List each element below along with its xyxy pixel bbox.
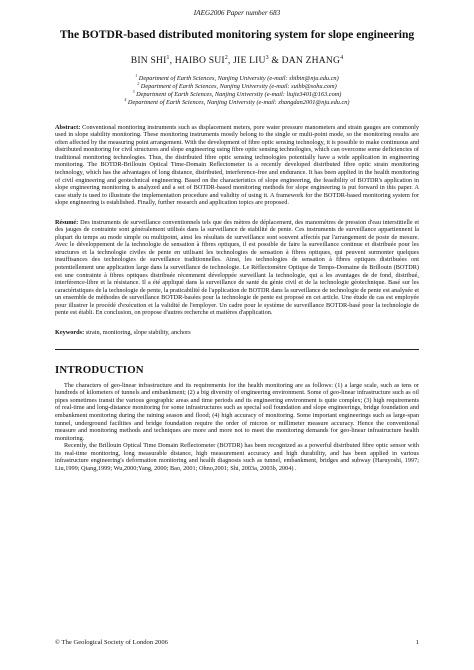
- affiliation: [55, 83, 419, 91]
- author-name: DAN ZHANG: [281, 54, 341, 66]
- page-footer: [55, 639, 419, 646]
- author-name: HAIBO SUI: [174, 54, 225, 66]
- copyright-notice: © The Geological Society of London 2006: [55, 639, 168, 646]
- resume-label: Résumé:: [55, 218, 79, 226]
- author-separator: ,: [227, 54, 234, 66]
- author-name: JIE LIU: [233, 54, 266, 66]
- author-mark: 2: [224, 54, 228, 61]
- affiliation-text: Department of Earth Sciences, Nanjing University (e-mail: shibin@nju.edu.cn): [138, 74, 339, 82]
- author-mark: 1: [166, 54, 170, 61]
- affiliation-text: Department of Earth Sciences, Nanjing University (e-mail: suihb@sohu.com): [140, 82, 337, 90]
- author-list: [55, 55, 419, 66]
- keywords-label: Keywords:: [55, 328, 85, 336]
- body-paragraph: Recently, the Brillouin Optical Time Domain Reflectometer (BOTDR) has been recognized as a powerful distributed fibre optic sensor with its real-time monitoring, long measurable distance, high measurement accuracy and high durability, and has been applied in various infrastructure engineering's deformation monitoring and health diagnosis such as tunnel, embankment, bridges and subway (Haruyoshi, 1997; Liu,1999; Qiang,1999; Wu,2000;Yang, 2000; Bao, 2001; Ohno,2001; Shi, 2003a, 2003b, 2004) .: [55, 442, 419, 472]
- author-separator: &: [268, 54, 282, 66]
- running-header: IAEG2006 Paper number 683: [193, 9, 281, 17]
- affiliation: [55, 99, 419, 107]
- affiliation: [55, 75, 419, 83]
- affiliation-text: Department of Earth Sciences, Nanjing University (e-mail: zhangdan2001@nju.edu.cn): [127, 99, 350, 107]
- abstract-text: Conventional monitoring instruments such as displacement meters, pore water pressure manometers and strain gauges are commonly used in slope stability monitoring. These monitoring instruments mostly belong to the single or multi-point mode, so the monitoring results are often affected by the measuring point arrangement. With the development of fibre optic sensing technology, it is possible to make continuous and distributed monitoring for civil structures and slope engineering using fibre optic sensing technologies, which can overcome some deficiencies of traditional monitoring technologies. Thus, the distributed fibre optic sensing technologies potentially have a wide application in engineering monitoring. The BOTDR-Brillouin Optical Time-Domain Reflectometer is a recently developed distributed fibre optic strain monitoring technology, which has the advantages of long distance, distributed, interference-free and endurance. It has been applied in the health monitoring of civil engineering and geotechnical engineering. Based on the characteristics of slope engineering, the feasibility of BOTDR's application in slope engineering monitoring is analyzed and a set of BOTDR-based monitoring methods for slope engineering is put forward in this paper. A case study is used to illustrate the implementation procedure and validity of using it. A framework for the BOTDR-based monitoring system for slope engineering is established. Finally, further research and application topics are proposed.: [55, 123, 419, 207]
- affiliation-mark: 4: [124, 98, 127, 103]
- keywords-line: [55, 329, 419, 336]
- affiliation-text: Department of Earth Sciences, Nanjing University (e-mail: liujie3401@163.com): [136, 91, 342, 99]
- abstract-paragraph: [55, 124, 419, 207]
- introduction-body: [55, 382, 419, 473]
- page-number: 1: [415, 639, 419, 646]
- author-separator: ,: [169, 54, 175, 66]
- affiliation-mark: 3: [132, 90, 135, 94]
- affiliation-mark: 1: [135, 73, 138, 78]
- affiliation-list: [55, 75, 419, 108]
- abstract-label: Abstract:: [55, 123, 81, 131]
- section-divider: [55, 349, 419, 350]
- body-paragraph: The characters of geo-linear infrastructure and its requirements for the health monitoring are as follows: (1) a large scale, such as tens or hundreds of kilometers of tunnels and embankment; (2) a big diversity of engineering environment. Some of geo-linear infrastructure such as oil pipes sometimes transit the various geographic areas and time periods and its engineering environment is quite complex; (3) high requirements of real-time and long-distance monitoring for some infrastructures such as special soil foundation and slope engineerings, bridge foundation and embankment monitoring during the raining season and flood; (4) high accuracy of monitoring. Some important engineerings such as large-span tunnel, underground facilities and bridge foundation require the order of micron or millimeter measure accuracy. Hence the conventional measure and monitoring methods and techniques are more and more not to meet the monitoring demands for geo-linear infrastructure health monitoring.: [55, 381, 419, 442]
- author-name: BIN SHI: [130, 54, 167, 66]
- author-mark: 3: [265, 54, 269, 61]
- author-mark: 4: [340, 54, 344, 61]
- paper-title: The BOTDR-based distributed monitoring system for slope engineering: [59, 28, 415, 41]
- resume-paragraph: [55, 219, 419, 317]
- affiliation-mark: 2: [137, 81, 140, 86]
- section-heading-introduction: INTRODUCTION: [55, 363, 144, 376]
- resume-text: Des instruments de surveillance conventionnels tels que des mètres de déplacement, des manomètres de pression d'eau interstitielle et des jauges de contrainte sont généralement utilisés dans la surveillance de stabilité de pente. Ces instruments de surveillance appartiennent la plupart du temps au mode simple ou multipoint, ainsi les résultats de surveillance sont souvent affectés par l'arrangement de poste de mesure. Avec le développement de la technologie de sensation à fibres optiques, il est possible de faire la surveillance continue et distribuée pour les structures et la technologie civiles de pente en utilisant les technologies de sensation à fibres optiques, qui peuvent surmonter quelques insuffisances des technologies de surveillance traditionnelles. Ainsi, les technologies de sensation à fibres optiques distribuées ont potentiellement une application large dans la surveillance de technologie. Le Réflectomètre Optique de Temps-Domaine de Brillouin (BOTDR) est une contrainte à fibres optiques distribuée récemment développée surveillant la technologie, qui a les avantages de de fond, distribué, interférence-libre et la résistance. Il a été appliqué dans la surveillance de santé du génie civil et de la technologie géotechnique. Basé sur les caractéristiques de la technologie de pente, la praticabilité de l'application de BOTDR dans la surveillance de technologie de pente est analysée et un ensemble de méthodes de surveillance BOTDR-basées pour la technologie de pente est proposé en cet article. Une étude de cas est employée pour illustrer le procédé d'exécution et la validité de l'employer. Un cadre pour le système de surveillance BOTDR-basé pour la technologie de pente est établi. En conclusion, on propose d'autres recherche et matières d'application.: [55, 218, 420, 317]
- keywords-text: strain, monitoring, slope stability, anchors: [85, 328, 191, 336]
